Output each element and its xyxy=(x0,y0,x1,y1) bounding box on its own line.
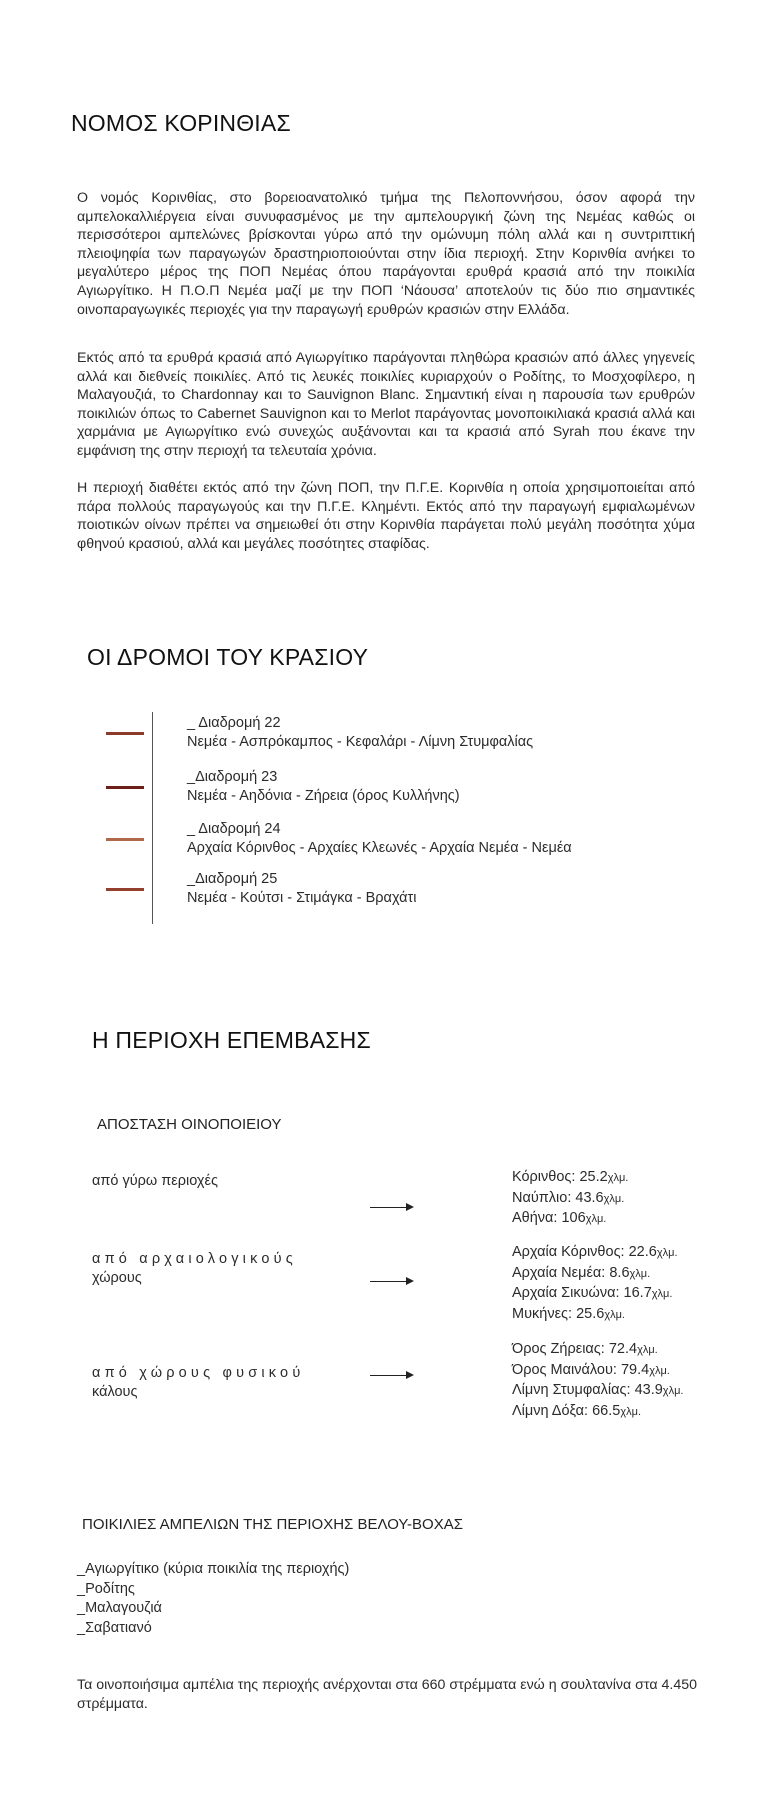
distance-group-label-line1: από αρχαιολογικούς xyxy=(92,1251,297,1267)
page-title: ΝΟΜΟΣ ΚΟΡΙΝΘΙΑΣ xyxy=(71,110,291,136)
area-title: Η ΠΕΡΙΟΧΗ ΕΠΕΜΒΑΣΗΣ xyxy=(92,1027,371,1053)
route-22-name: _ Διαδρομή 22 xyxy=(187,715,281,731)
route-23-path: Νεμέα - Αηδόνια - Ζήρεια (όρος Κυλλήνης) xyxy=(187,787,460,804)
route-22-path: Νεμέα - Ασπρόκαμπος - Κεφαλάρι - Λίμνη Στυμφαλίας xyxy=(187,733,534,750)
distance-item: Όρος Ζήρειας: 72.4χλμ. xyxy=(512,1341,658,1357)
distance-list-natural xyxy=(512,1340,683,1422)
route-22 xyxy=(187,714,533,751)
varieties-list xyxy=(77,1560,349,1638)
arrow-right-icon xyxy=(370,1276,414,1286)
routes-divider xyxy=(152,712,153,924)
distance-list-nearby xyxy=(512,1168,628,1230)
distance-item: Κόρινθος: 25.2χλμ. xyxy=(512,1169,629,1185)
distance-group-label-line1: από χώρους φυσικού xyxy=(92,1365,305,1381)
distance-item: Αρχαία Σικυώνα: 16.7χλμ. xyxy=(512,1285,673,1301)
distance-item: Αθήνα: 106χλμ. xyxy=(512,1210,607,1226)
list-item: _Αγιωργίτικο (κύρια ποικιλία της περιοχής) xyxy=(77,1561,350,1577)
distance-subtitle: ΑΠΟΣΤΑΣΗ ΟΙΝΟΠΟΙΕΙΟΥ xyxy=(97,1116,282,1133)
vineyards-note: Τα οινοποιήσιμα αμπέλια της περιοχής ανέρχονται στα 660 στρέμματα ενώ η σουλτανίνα στα 4.450 στρέμματα. xyxy=(77,1677,697,1712)
distance-item: Ναύπλιο: 43.6χλμ. xyxy=(512,1189,625,1206)
distance-group-label-nearby xyxy=(92,1172,218,1191)
distance-item: Αρχαία Κόρινθος: 22.6χλμ. xyxy=(512,1244,678,1260)
varieties-paragraph: Εκτός από τα ερυθρά κρασιά από Αγιωργίτικο παράγονται πληθώρα κρασιών από άλλες γηγενείς αλλά και διεθνείς ποικιλίες. Από τις λευκές ποικιλίες κυριαρχούν ο Ροδίτης, το Μοσχοφίλερο, η Μαλαγουζιά, το Chardonnay και το Sauvignon Blanc. Σημαντική είναι η παρουσία των ερυθρών ποικιλιών όπως το Cabernet Sauvignon και το Merlot παράγοντας μονοποικιλιακά κρασιά αλλά και χαρμάνια με Αγιωργίτικο ενώ συνεχώς αυξάνονται και τα κρασιά από Syrah που έκανε την εμφάνιση της στην περιοχή τα τελευταία χρόνια. xyxy=(77,350,695,459)
distance-group-label-line1: από γύρω περιοχές xyxy=(92,1173,218,1189)
intro-paragraph: Ο νομός Κορινθίας, στο βορειοανατολικό τμήμα της Πελοποννήσου, όσον αφορά την αμπελοκαλλιέργεια είναι συνυφασμένος με την αμπελουργική ζώνη της Νεμέας καθώς οι περισσότεροι αμπελώνες βρίσκονται γύρω από την ομώνυμη πόλη αλλά και η συντριπτική πλειοψηφία των παραγωγών δραστηριοποιούνται στην ίδια περιοχή. Στην Κορινθία ανήκει το μεγαλύτερο μέρος της ΠΟΠ Νεμέας όπου παράγονται ερυθρά κρασιά από την ποικιλία Αγιωργίτικο. Η Π.Ο.Π Νεμέα μαζί με την ΠΟΠ ‘Νάουσα’ αποτελούν τις δύο πιο σημαντικές οινοπαραγωγικές περιοχές για την παραγωγή ερυθρών κρασιών στην Ελλάδα. xyxy=(77,190,695,318)
distance-item: Μυκήνες: 25.6χλμ. xyxy=(512,1305,625,1322)
route-24 xyxy=(187,820,572,857)
distance-group-label-natural xyxy=(92,1364,304,1402)
route-23-name: _Διαδρομή 23 xyxy=(187,769,278,785)
distance-item: Λίμνη Στυμφαλίας: 43.9χλμ. xyxy=(512,1382,684,1398)
pge-paragraph: Η περιοχή διαθέτει εκτός από την ζώνη ΠΟΠ, την Π.Γ.Ε. Κορινθία η οποία χρησιμοποιείται από πάρα πολλούς παραγωγούς και την Π.Γ.Ε. Κλημέντι. Εκτός από την παραγωγή εμφιαλωμένων ποιοτικών οίνων πρέπει να σημειωθεί ότι στην Κορινθία παράγεται πολύ μεγάλη ποσότητα χύμα φθηνού κρασιού, αλλά και μεγάλες ποσότητες σταφίδας. xyxy=(77,480,695,552)
distance-group-label-line2: κάλους xyxy=(92,1384,138,1400)
route-22-marker xyxy=(106,732,144,735)
list-item: _Μαλαγουζιά xyxy=(77,1600,162,1617)
route-24-marker xyxy=(106,838,144,841)
route-25 xyxy=(187,870,417,907)
route-23-marker xyxy=(106,786,144,789)
varieties-title: ΠΟΙΚΙΛΙΕΣ ΑΜΠΕΛΙΩΝ ΤΗΣ ΠΕΡΙΟΧΗΣ ΒΕΛΟΥ-ΒΟΧΑΣ xyxy=(82,1516,463,1533)
route-23 xyxy=(187,768,460,805)
distance-group-label-archaeological xyxy=(92,1250,297,1288)
distance-item: Όρος Μαινάλου: 79.4χλμ. xyxy=(512,1361,670,1378)
route-24-name: _ Διαδρομή 24 xyxy=(187,821,281,837)
wine-routes-title: ΟΙ ΔΡΟΜΟΙ ΤΟΥ ΚΡΑΣΙΟΥ xyxy=(87,644,369,670)
arrow-right-icon xyxy=(370,1202,414,1212)
distance-item: Λίμνη Δόξα: 66.5χλμ. xyxy=(512,1402,641,1419)
list-item: _Ροδίτης xyxy=(77,1580,135,1597)
distance-list-archaeological xyxy=(512,1243,678,1325)
route-25-path: Νεμέα - Κούτσι - Στιμάγκα - Βραχάτι xyxy=(187,889,417,906)
distance-group-label-line2: χώρους xyxy=(92,1270,142,1286)
route-24-path: Αρχαία Κόρινθος - Αρχαίες Κλεωνές - Αρχαία Νεμέα - Νεμέα xyxy=(187,839,572,856)
route-25-marker xyxy=(106,888,144,891)
list-item: _Σαβατιανό xyxy=(77,1619,152,1636)
route-25-name: _Διαδρομή 25 xyxy=(187,871,278,887)
distance-item: Αρχαία Νεμέα: 8.6χλμ. xyxy=(512,1264,651,1281)
arrow-right-icon xyxy=(370,1370,414,1380)
